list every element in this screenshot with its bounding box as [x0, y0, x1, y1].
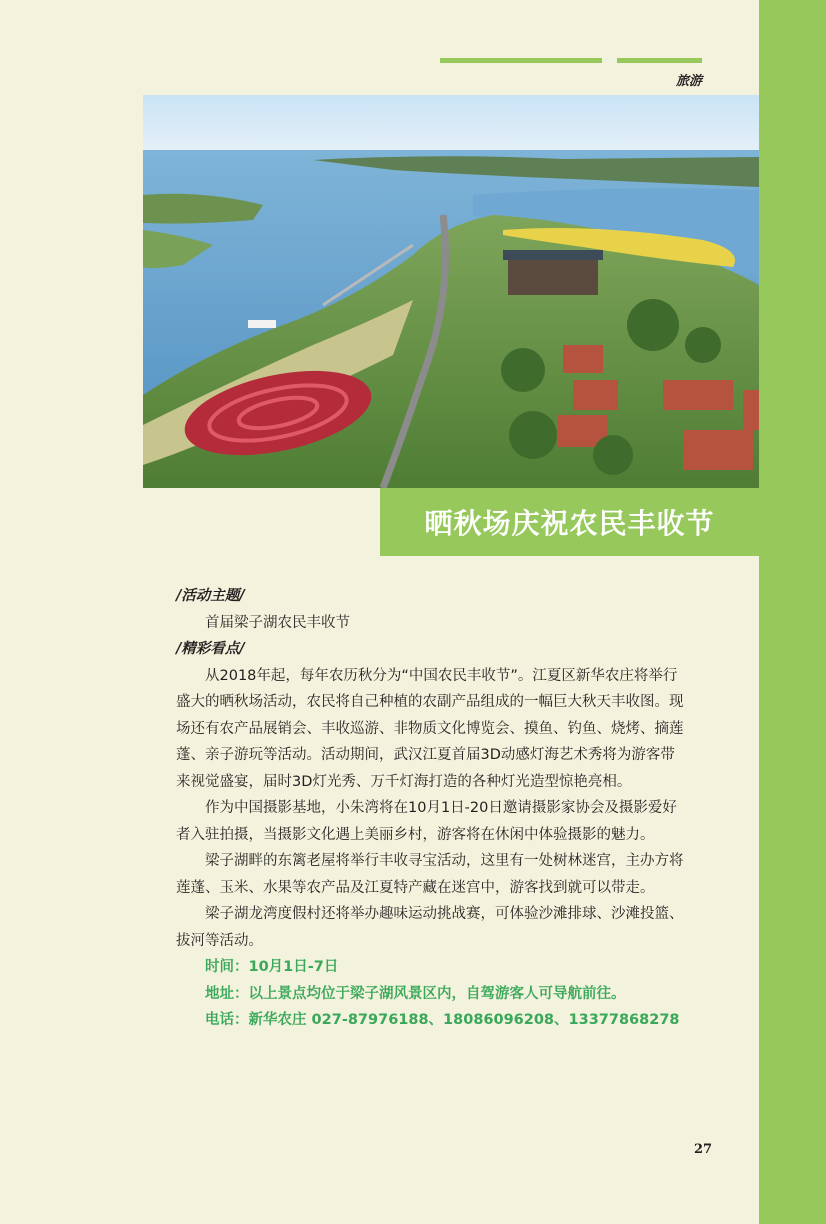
article-title: 晒秋场庆祝农民丰收节 — [424, 507, 715, 540]
article-body — [176, 583, 686, 1034]
aerial-photo — [143, 95, 759, 488]
paragraph: 作为中国摄影基地，小朱湾将在10月1日-20日邀请摄影家协会及摄影爱好者入驻拍摄，当摄影文化遇上美丽乡村，游客将在休闲中体验摄影的魅力。 — [176, 800, 677, 843]
article-title-bar — [380, 488, 759, 556]
time-value: 10月1日-7日 — [248, 959, 339, 975]
time-label: 时间： — [205, 959, 249, 975]
page-number: 27 — [694, 1142, 713, 1157]
info-phone — [176, 1007, 686, 1034]
paragraph: 从2018年起，每年农历秋分为“中国农民丰收节”。江夏区新华农庄将举行盛大的晒秋场活动，农民将自己种植的农副产品组成的一幅巨大秋天丰收图。现场还有农产品展销会、丰收巡游、非物质文化博览会、摸鱼、钓鱼、烧烤、摘莲蓬、亲子游玩等活动。活动期间，武汉江夏首届3D动感灯海艺术秀将为游客带来视觉盛宴，届时3D灯光秀、万千灯海打造的各种灯光造型惊艳亮相。 — [176, 667, 684, 790]
address-label: 地址： — [205, 985, 249, 1002]
theme-text: 首届梁子湖农民丰收节 — [205, 614, 350, 631]
header-rule-left — [440, 58, 602, 63]
theme-heading: /活动主题/ — [176, 587, 245, 604]
section-label: 旅游 — [675, 74, 702, 89]
header-rule-right — [617, 58, 702, 63]
highlight-heading: /精彩看点/ — [176, 640, 245, 657]
phone-value: 新华农庄 027-87976188、18086096208、13377868278 — [248, 1012, 680, 1028]
info-time — [176, 954, 686, 981]
phone-label: 电话： — [205, 1012, 249, 1028]
paragraph: 梁子湖龙湾度假村还将举办趣味运动挑战赛，可体验沙滩排球、沙滩投篮、拔河等活动。 — [176, 906, 684, 949]
side-color-band — [759, 0, 826, 1224]
paragraph: 梁子湖畔的东篱老屋将举行丰收寻宝活动，这里有一处树林迷宫，主办方将莲蓬、玉米、水果等农产品及江夏特产藏在迷宫中，游客找到就可以带走。 — [176, 853, 684, 896]
info-address — [176, 981, 686, 1008]
address-value: 以上景点均位于梁子湖风景区内，自驾游客人可导航前往。 — [248, 985, 626, 1002]
